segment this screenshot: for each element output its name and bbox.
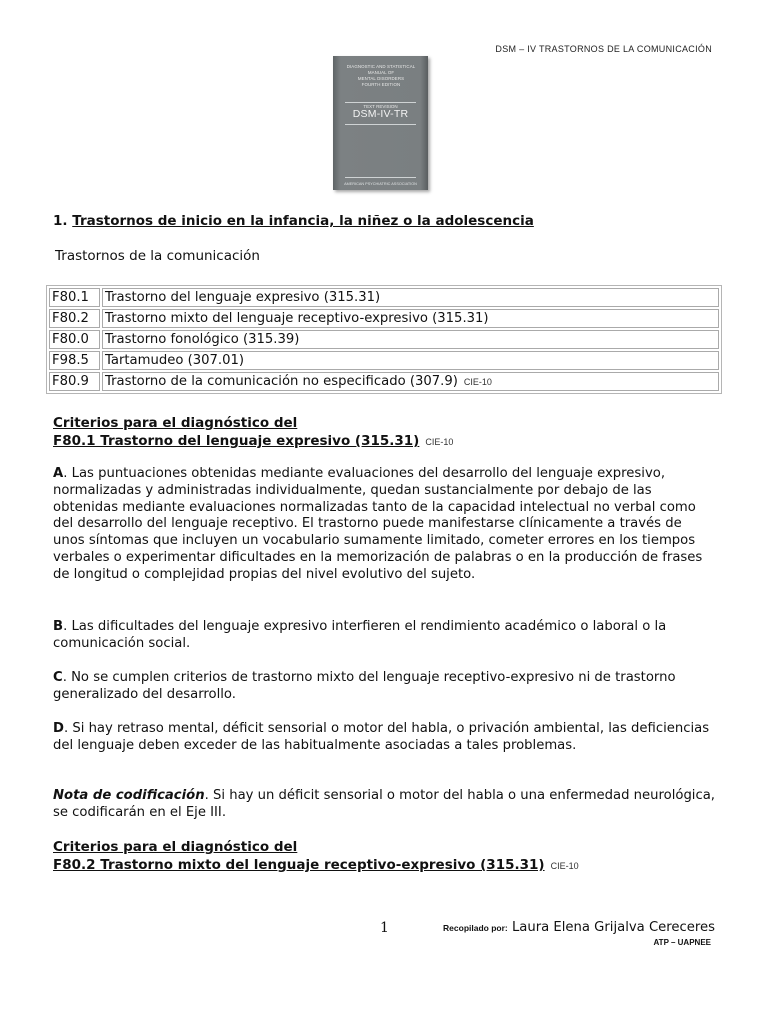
- author-name: Laura Elena Grijalva Cereceres: [511, 920, 715, 935]
- section-title: Trastornos de inicio en la infancia, la niñez o la adolescencia: [72, 213, 534, 229]
- criterion-text: . Las puntuaciones obtenidas mediante evaluaciones del desarrollo del lenguaje expresivo, normalizadas y administradas individualmente, quedan sustancialmente por debajo de las obtenidas mediante evaluaciones normalizadas tanto de la capacidad intelectual no verbal como del desarrollo del lenguaje receptivo. El trastorno puede manifestarse clínicamente a través de unos síntomas que incluyen un vocabulario sumamente limitado, cometer errores en los tiempos verbales o experimentar dificultades en la memorización de palabras o en la producción de frases de longitud o complejidad propias del nivel evolutivo del sujeto.: [53, 466, 703, 582]
- cover-line: MENTAL DISORDERS: [357, 76, 405, 81]
- subheading: Trastornos de la comunicación: [55, 248, 260, 264]
- code-cell: F80.2: [49, 309, 100, 328]
- code-cell: F80.0: [49, 330, 100, 349]
- table-row: [49, 309, 719, 328]
- cover-edition: TEXT REVISION: [363, 104, 398, 109]
- table-row: [49, 330, 719, 349]
- name-cell: [102, 330, 719, 349]
- table-row: [49, 351, 719, 370]
- name-text: Trastorno del lenguaje expresivo (315.31): [105, 290, 381, 305]
- criterion-text: . Las dificultades del lenguaje expresivo interfieren el rendimiento académico o laboral o la comunicación social.: [53, 619, 667, 651]
- cover-rule: [345, 177, 416, 178]
- criteria-line1: Criterios para el diagnóstico del: [53, 415, 298, 431]
- table-row: [49, 288, 719, 307]
- table-row: [49, 372, 719, 391]
- criteria-line2: F80.1 Trastorno del lenguaje expresivo (315.31): [53, 433, 420, 449]
- criterion-b: [53, 619, 717, 653]
- criterion-c: [53, 670, 717, 704]
- code-cell: F80.9: [49, 372, 100, 391]
- cover-top-text: [343, 64, 419, 88]
- footer-author: [443, 920, 715, 935]
- section-heading: [53, 213, 534, 229]
- cover-rule: [345, 102, 416, 103]
- criteria-line2: F80.2 Trastorno mixto del lenguaje receptivo-expresivo (315.31): [53, 857, 545, 873]
- cie-tag: CIE-10: [463, 377, 492, 387]
- criterion-a: [53, 466, 717, 584]
- note-text: . Si hay un déficit sensorial o motor del habla o una enfermedad neurológica, se codificarán en el Eje III.: [53, 788, 715, 820]
- dsm-cover-image: [333, 56, 428, 190]
- section-number: 1.: [53, 213, 68, 229]
- cover-line: FOURTH EDITION: [361, 82, 401, 87]
- cover-line: MANUAL OF: [367, 70, 395, 75]
- name-text: Tartamudeo (307.01): [105, 353, 245, 368]
- criterion-letter: B: [53, 619, 64, 634]
- criteria-line1: Criterios para el diagnóstico del: [53, 839, 298, 855]
- criterion-text: . Si hay retraso mental, déficit sensorial o motor del habla, o privación ambiental, las deficiencias del lenguaje deben exceder de las habitualmente asociadas a tales problemas.: [53, 721, 710, 753]
- criterion-d: [53, 721, 717, 755]
- coding-note: [53, 788, 717, 822]
- cover-title: DSM-IV-TR: [352, 108, 409, 120]
- cie-tag: CIE-10: [425, 437, 454, 447]
- name-text: Trastorno fonológico (315.39): [105, 332, 300, 347]
- cover-rule: [345, 124, 416, 125]
- code-cell: F98.5: [49, 351, 100, 370]
- name-text: Trastorno mixto del lenguaje receptivo-expresivo (315.31): [105, 311, 489, 326]
- criteria-heading-f80-2: [53, 838, 579, 875]
- compiled-label: Recopilado por:: [443, 923, 508, 933]
- page-number: 1: [380, 920, 389, 936]
- criterion-letter: A: [53, 466, 64, 481]
- name-text: Trastorno de la comunicación no especificado (307.9): [105, 374, 458, 389]
- name-cell: [102, 351, 719, 370]
- name-cell: [102, 309, 719, 328]
- name-cell: [102, 372, 719, 391]
- note-label: Nota de codificación: [53, 788, 205, 803]
- footer-org: ATP – UAPNEE: [653, 938, 711, 947]
- criterion-letter: C: [53, 670, 63, 685]
- criterion-text: . No se cumplen criterios de trastorno mixto del lenguaje receptivo-expresivo ni de trastorno generalizado del desarrollo.: [53, 670, 676, 702]
- code-cell: F80.1: [49, 288, 100, 307]
- name-cell: [102, 288, 719, 307]
- criteria-heading-f80-1: [53, 414, 453, 451]
- cover-line: DIAGNOSTIC AND STATISTICAL: [346, 64, 416, 69]
- page-header-title: DSM – IV TRASTORNOS DE LA COMUNICACIÓN: [495, 44, 712, 54]
- codes-table: [46, 285, 722, 394]
- cie-tag: CIE-10: [550, 861, 579, 871]
- cover-publisher: AMERICAN PSYCHIATRIC ASSOCIATION: [344, 182, 417, 186]
- criterion-letter: D: [53, 721, 64, 736]
